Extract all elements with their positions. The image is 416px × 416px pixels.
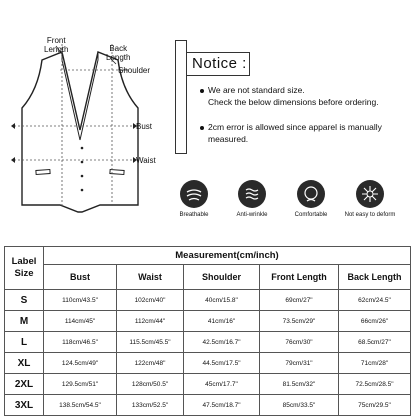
table-cell: 118cm/46.5" xyxy=(44,332,117,353)
measurement-header: Measurement(cm/inch) xyxy=(44,247,411,265)
waist-label: Waist xyxy=(136,156,156,165)
feature-label: Comfortable xyxy=(294,212,328,218)
table-cell: 79cm/31" xyxy=(260,353,339,374)
table-cell: 68.5cm/27" xyxy=(339,332,411,353)
table-row xyxy=(5,332,411,353)
table-cell: 69cm/27" xyxy=(260,290,339,311)
column-header: Waist xyxy=(117,265,184,290)
table-cell: 128cm/50.5" xyxy=(117,374,184,395)
comfortable-icon xyxy=(297,180,325,208)
table-cell: 62cm/24.5" xyxy=(339,290,411,311)
feature-label: Not easy to deform xyxy=(344,212,396,218)
table-cell: 72.5cm/28.5" xyxy=(339,374,411,395)
size-label: 2XL xyxy=(5,374,44,395)
feature-label: Breathable xyxy=(179,212,209,218)
note-bullet xyxy=(200,126,204,130)
note-error: 2cm error is allowed since apparel is manually measured. xyxy=(208,122,382,144)
column-header: Back Length xyxy=(339,265,411,290)
table-cell: 41cm/16" xyxy=(184,311,260,332)
table-cell: 73.5cm/29" xyxy=(260,311,339,332)
size-label: M xyxy=(5,311,44,332)
table-cell: 102cm/40" xyxy=(117,290,184,311)
table-cell: 138.5cm/54.5" xyxy=(44,395,117,416)
shoulder-label: Shoulder xyxy=(118,66,151,75)
table-cell: 115.5cm/45.5" xyxy=(117,332,184,353)
table-cell: 122cm/48" xyxy=(117,353,184,374)
size-label: S xyxy=(5,290,44,311)
table-cell: 66cm/26" xyxy=(339,311,411,332)
size-chart-table xyxy=(4,246,411,416)
feature-label: Anti-wrinkle xyxy=(236,212,268,218)
table-cell: 81.5cm/32" xyxy=(260,374,339,395)
vest-outline xyxy=(22,52,138,212)
note-size: We are not standard size. Check the below dimensions before ordering. xyxy=(208,85,379,107)
notice-title: Notice : xyxy=(192,55,247,72)
column-header: Front Length xyxy=(260,265,339,290)
table-cell: 114cm/45" xyxy=(44,311,117,332)
front-length-label: Front Length xyxy=(44,36,69,54)
table-cell: 44.5cm/17.5" xyxy=(184,353,260,374)
table-row xyxy=(5,374,411,395)
table-row xyxy=(5,311,411,332)
table-cell: 40cm/15.8" xyxy=(184,290,260,311)
back-length-label: Back Length xyxy=(106,44,131,62)
table-cell: 47.5cm/18.7" xyxy=(184,395,260,416)
table-cell: 85cm/33.5" xyxy=(260,395,339,416)
table-row xyxy=(5,353,411,374)
table-cell: 112cm/44" xyxy=(117,311,184,332)
table-cell: 129.5cm/51" xyxy=(44,374,117,395)
table-cell: 75cm/29.5" xyxy=(339,395,411,416)
label-size-header: Label Size xyxy=(5,247,44,290)
not-easy-to-deform-icon xyxy=(356,180,384,208)
breathable-icon xyxy=(180,180,208,208)
table-cell: 133cm/52.5" xyxy=(117,395,184,416)
size-label: XL xyxy=(5,353,44,374)
table-cell: 45cm/17.7" xyxy=(184,374,260,395)
table-cell: 124.5cm/49" xyxy=(44,353,117,374)
table-cell: 71cm/28" xyxy=(339,353,411,374)
table-cell: 42.5cm/16.7" xyxy=(184,332,260,353)
note-bullet xyxy=(200,89,204,93)
table-cell: 110cm/43.5" xyxy=(44,290,117,311)
table-cell: 76cm/30" xyxy=(260,332,339,353)
table-row xyxy=(5,395,411,416)
bust-label: Bust xyxy=(136,122,153,131)
table-row xyxy=(5,290,411,311)
size-label: 3XL xyxy=(5,395,44,416)
size-label: L xyxy=(5,332,44,353)
column-header: Shoulder xyxy=(184,265,260,290)
column-header: Bust xyxy=(44,265,117,290)
anti-wrinkle-icon xyxy=(238,180,266,208)
